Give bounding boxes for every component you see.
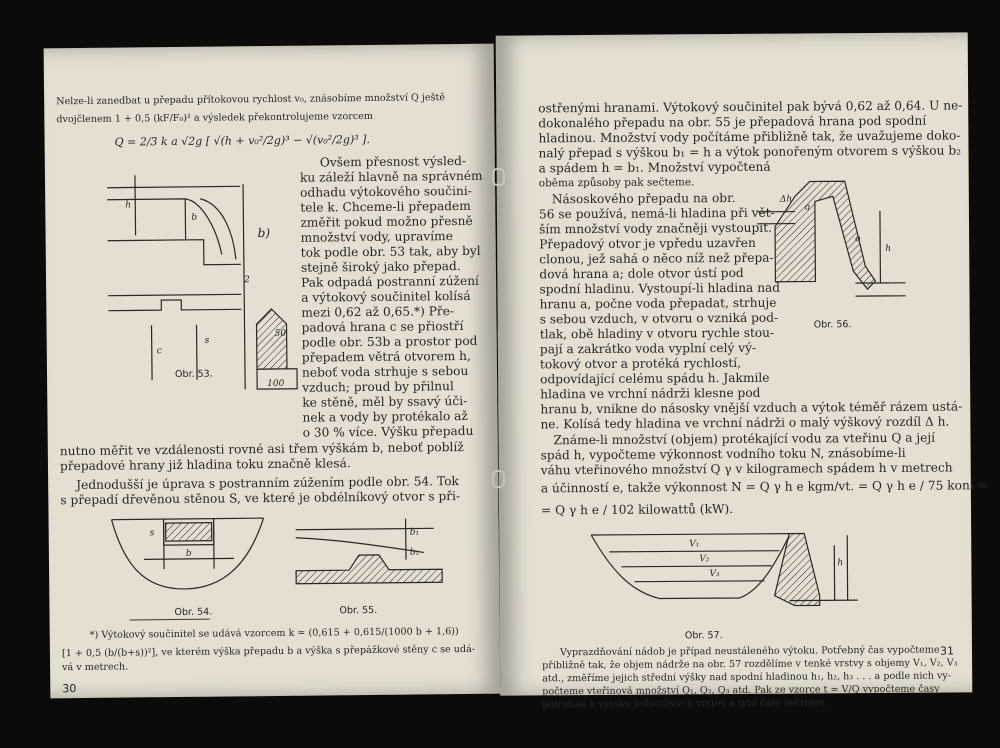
col-line-12: padová hrana c se přiostří <box>301 318 464 335</box>
binding-stitch-top <box>492 168 505 186</box>
footnote-line-2: [1 + 0,5 (b/(b+s))²], ve kterém výška přepadu b a výška s přepážkové stěny c se udá- <box>61 643 476 660</box>
col-line-17: ke stěně, měl by ssavý úči- <box>302 393 468 410</box>
svg-text:Δh: Δh <box>779 194 793 205</box>
svg-text:b: b <box>185 548 192 559</box>
r-full-line-5: váhu vteřinového množství Q γ v kilogramech spádem h v metrech <box>540 460 953 478</box>
r-col-line-9: s sebou vzduch, v otvoru o vzniká pod- <box>539 310 779 327</box>
r-full-line-1: hranu b, vnikne do násosky vnější vzduch a výtok téměř rázem ustá- <box>540 399 963 417</box>
footnote-line-1: *) Výtokový součinitel se udává vzorcem k = (0,615 + 0,615/(1000 b + 1,6)) <box>89 626 459 641</box>
col-line-8: stejně široký jako přepad. <box>300 259 461 275</box>
col-line-3: odhadu výtokového součini- <box>300 183 472 200</box>
intro-line-2: dvojčlenem 1 + 0,5 (kF/F₀)² a výsledek překontrolujeme vzorcem <box>56 110 374 126</box>
r-top-line-3: hladinou. Množství vody počítáme přibližně tak, že uvažujeme doko- <box>538 128 961 146</box>
formula: Q = 2/3 k a √2g [ √(h + v₀²/2g)³ − √(v₀²/2g)³ ]. <box>114 132 370 149</box>
r-col-line-13: odpovídající celému spádu h. Jakmile <box>540 370 770 387</box>
fig54-caption: Obr. 54. <box>174 606 213 619</box>
full-line-3: Jednodušší je úprava s postranním zúžením podle obr. 54. Tok <box>76 474 459 493</box>
svg-text:V₃: V₃ <box>709 569 720 580</box>
fig57-caption: Obr. 57. <box>684 630 723 642</box>
col-line-16: vzduch; proud by přilnul <box>302 379 454 395</box>
r-col-line-6: dová hrana a; dole otvor ústí pod <box>539 265 744 282</box>
svg-text:2: 2 <box>243 275 250 286</box>
r-full-line-3: Známe-li množství (objem) protékající vodu za vteřinu Q a její <box>553 430 936 448</box>
r-small-line-4: počteme vteřinová množství Q₁, Q₂, Q₃ atd. Pak ze vzorce t = V/Q vypočteme časy <box>542 683 940 698</box>
col-line-10: a výtokový součinitel kolísá <box>301 288 471 305</box>
svg-text:100: 100 <box>267 378 285 390</box>
r-full-line-4: spád h, vypočteme výkonnost vodního toku N, znásobíme-li <box>540 445 906 463</box>
col-line-13: podle obr. 53b a prostor pod <box>301 333 478 350</box>
r-col-line-3: ším množství vody značněji vystoupit. <box>539 220 773 237</box>
col-line-9: Pak odpadá postranní zúžení <box>301 273 479 290</box>
col-line-7: tok podle obr. 53 tak, aby byl <box>300 243 481 260</box>
r-full-line-6: a účinností e, takže výkonnost N = Q γ h e kgm/vt. = Q γ h e / 75 koní = <box>540 478 988 496</box>
full-line-1: nutno měřit ve vzdálenosti rovné asi třem výškám b, neboť poblíž <box>59 439 464 459</box>
r-full-line-7: = Q γ h e / 102 kilowattů (kW). <box>540 502 734 518</box>
svg-text:h: h <box>125 200 132 211</box>
page-number-right: 31 <box>939 644 955 658</box>
col-line-18: nek a vody by protékalo až <box>302 408 468 425</box>
r-small-line-2: přibližně tak, že objem nádrže na obr. 57 rozdělíme v tenké vrstvy s objemy V₁, V₂, V₃ <box>542 657 958 672</box>
svg-text:b₁: b₁ <box>409 527 420 538</box>
col-line-1: Ovšem přesnost výsled- <box>319 153 467 170</box>
r-top-line-6: oběma způsoby pak sečteme. <box>538 176 695 190</box>
right-page <box>496 32 988 711</box>
intro-line-1: Nelze-li zanedbat u přepadu přítokovou rychlost v₀, znásobíme množství Q ještě <box>56 92 446 108</box>
col-line-11: mezi 0,62 až 0,65.*) Pře- <box>301 304 455 320</box>
r-small-line-5: potřebné k výtoku jednotlivých vrstev a tyto časy sečteme. <box>542 697 828 711</box>
r-col-line-2: 56 se používá, nemá-li hladina při vět- <box>538 205 775 222</box>
r-col-line-1: Násoskového přepadu na obr. <box>551 190 736 207</box>
left-page <box>44 44 501 699</box>
r-top-line-1: ostřenými hranami. Výtokový součinitel pak bývá 0,62 až 0,64. U ne- <box>538 98 963 116</box>
svg-text:a: a <box>804 202 811 213</box>
col-line-14: přepadem větrá otvorem h, <box>301 348 471 365</box>
r-small-line-1: Vyprazdňování nádob je případ neustáleného výtoku. Potřebný čas vypočteme <box>559 644 940 659</box>
svg-text:b₂: b₂ <box>409 547 420 558</box>
svg-text:50: 50 <box>274 328 287 339</box>
r-col-line-11: pají a zakrátko voda vyplní celý vý- <box>539 340 757 357</box>
fig56-caption: Obr. 56. <box>813 319 852 331</box>
svg-text:V₂: V₂ <box>699 554 710 565</box>
r-top-line-4: nalý přepad s výškou b₁ = h a výtok ponořeným otvorem s výškou b₂ <box>538 143 962 161</box>
binding-stitch-bottom <box>492 470 505 488</box>
col-line-6: množství vody, upravíme <box>300 229 453 245</box>
page-number-left: 30 <box>62 682 77 696</box>
r-col-line-8: hranu a, počne voda přepadat, strhuje <box>539 295 777 312</box>
svg-text:s: s <box>204 335 210 346</box>
figure-53 <box>105 164 317 396</box>
r-col-line-4: Přepadový otvor je vpředu uzavřen <box>539 235 756 252</box>
col-line-19: o 30 % více. Výšku přepadu <box>302 423 474 440</box>
svg-text:o: o <box>855 234 861 245</box>
figure-55 <box>294 514 445 586</box>
footnote-line-3: vá v metrech. <box>62 661 129 674</box>
r-top-line-5: a spádem h = b₁. Množství vypočtená <box>538 159 771 176</box>
svg-text:V₁: V₁ <box>689 539 700 550</box>
col-line-2: ku záleží hlavně na správném <box>299 168 483 185</box>
svg-text:s: s <box>149 528 155 539</box>
col-line-4: tele k. Chceme-li přepadem <box>300 198 471 215</box>
figure-56 <box>755 171 906 322</box>
r-col-line-14: hladina ve vrchní nádrži klesne pod <box>540 385 761 402</box>
full-line-2: přepadové hrany již hladina toku značně klesá. <box>59 456 351 474</box>
r-small-line-3: atd., změříme jejich střední výšky nad spodní hladinou h₁, h₂, h₃ . . . a podle nich vy- <box>542 670 952 685</box>
svg-text:c: c <box>156 346 162 357</box>
fig53-caption: Obr. 53. <box>174 368 213 381</box>
r-top-line-2: dokonalého přepadu na obr. 55 je přepadová hrana pod spodní <box>538 113 927 131</box>
svg-text:h: h <box>837 558 844 569</box>
full-line-4: s přepadí dřevěnou stěnou S, ve které je obdélníkový otvor s při- <box>60 489 461 508</box>
svg-text:b: b <box>191 212 198 223</box>
r-col-line-12: tokový otvor a protéká rychlostí, <box>539 355 742 372</box>
footnote-rule <box>130 619 210 621</box>
col-line-15: neboť voda strhuje s sebou <box>301 363 469 380</box>
svg-text:h: h <box>885 243 892 254</box>
fig55-caption: Obr. 55. <box>339 604 378 617</box>
r-col-line-10: tlak, obě hladiny v otvoru rychle stou- <box>539 325 775 342</box>
r-col-line-5: clonou, jež sahá o něco níž než přepa- <box>539 250 774 267</box>
r-full-line-2: ne. Kolísá tedy hladina ve vrchní nádrži o malý výškový rozdíl Δ h. <box>540 414 950 432</box>
col-line-5: změřit pokud možno přesně <box>300 213 473 230</box>
figure-54 <box>103 508 274 595</box>
figure-57 <box>589 525 860 622</box>
r-col-line-7: spodní hladinu. Vystoupí-li hladina nad <box>539 280 781 297</box>
fig53b-label: b) <box>257 226 271 241</box>
